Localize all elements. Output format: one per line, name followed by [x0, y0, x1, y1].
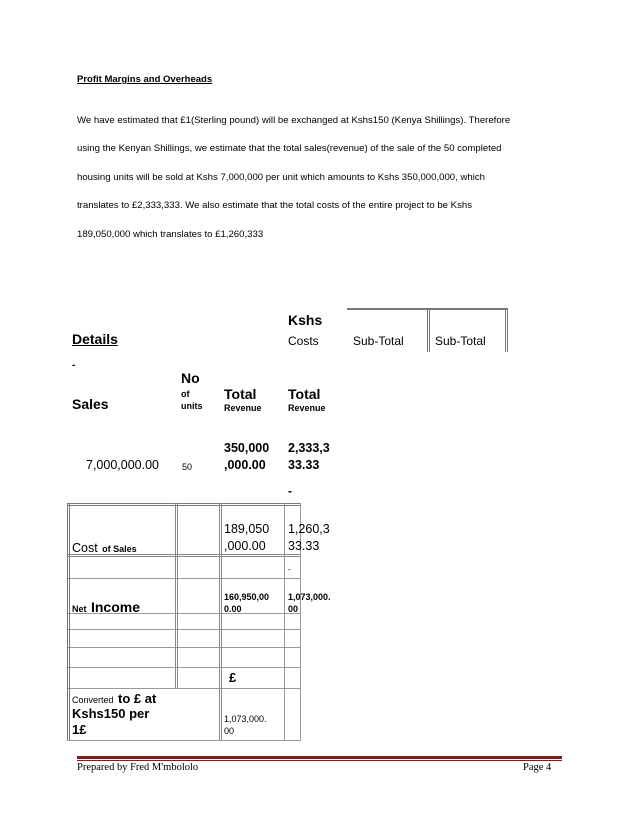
units-label: units — [181, 401, 203, 411]
grid-col-divider — [175, 503, 178, 688]
paragraph-line: housing units will be sold at Kshs 7,000,000 per unit which amounts to Kshs 350,000,000, which — [77, 172, 485, 183]
grid-row-divider — [67, 647, 301, 648]
footer-rule — [77, 756, 562, 759]
kshs-header: Kshs — [288, 312, 323, 328]
paragraph-line: using the Kenyan Shillings, we estimate that the total sales(revenue) of the sale of the 50 completed — [77, 143, 502, 154]
total-revenue-ksh-line1: 350,000 — [224, 441, 270, 455]
sales-label: Sales — [72, 396, 109, 412]
cost-gbp-line2: 33.33 — [288, 539, 320, 553]
net-ksh-line2: 0.00 — [224, 604, 242, 614]
paragraph-line: We have estimated that £1(Sterling pound) will be exchanged at Kshs150 (Kenya Shillings). Therefore — [77, 115, 511, 126]
grid-left-border — [67, 503, 70, 740]
subtotal-header-1: Sub-Total — [353, 334, 404, 348]
grid-top-border — [67, 503, 301, 506]
converted-value-line1: 1,073,000. — [224, 714, 267, 724]
total-revenue-gbp-line2: 33.33 — [288, 458, 320, 472]
net-gbp-line2: 00 — [288, 604, 299, 614]
total-revenue-gbp-header: Total — [288, 386, 321, 402]
grid-row-divider — [67, 667, 301, 668]
revenue-label-gbp: Revenue — [288, 403, 326, 413]
grid-bottom-border — [67, 740, 301, 741]
header-right-border — [505, 308, 508, 352]
dash-marker: - — [288, 565, 291, 574]
net-label-suffix: Income — [90, 599, 140, 615]
net-ksh-line1: 160,950,00 — [224, 592, 270, 602]
converted-label-line2: Kshs150 per — [72, 706, 150, 721]
cost-ksh-line2: ,000.00 — [224, 539, 266, 553]
cost-gbp-line1: 1,260,3 — [288, 522, 330, 536]
pound-symbol: £ — [229, 670, 237, 685]
revenue-label-ksh: Revenue — [224, 403, 262, 413]
grid-row-divider — [67, 578, 301, 579]
costs-header: Costs — [288, 334, 319, 348]
net-income-label — [72, 599, 140, 617]
of-label: of — [181, 389, 190, 399]
converted-word: Converted — [72, 695, 114, 705]
converted-label-line3: 1£ — [72, 722, 87, 737]
header-divider — [427, 308, 430, 352]
unit-price-value: 7,000,000.00 — [86, 458, 159, 472]
converted-value-line2: 00 — [224, 726, 235, 736]
quantity-value: 50 — [182, 462, 193, 472]
cost-label-word: Cost — [72, 541, 98, 555]
grid-col-divider — [219, 503, 222, 740]
total-revenue-ksh-line2: ,000.00 — [224, 458, 266, 472]
footer-rule-thin — [77, 760, 562, 761]
grid-col-divider — [284, 503, 285, 740]
grid-row-divider — [67, 688, 301, 689]
footer-page-number: Page 4 — [523, 762, 552, 773]
cost-of-sales-label — [72, 539, 137, 557]
details-header: Details — [72, 331, 118, 347]
footer-author: Prepared by Fred M'mbololo — [77, 762, 199, 773]
paragraph-line: 189,050,000 which translates to £1,260,333 — [77, 229, 264, 240]
total-revenue-gbp-line1: 2,333,3 — [288, 441, 330, 455]
dash-marker: - — [72, 360, 76, 371]
no-label: No — [181, 370, 200, 386]
subtotal-header-2: Sub-Total — [435, 334, 486, 348]
dash-marker: - — [288, 484, 292, 498]
cost-ksh-line1: 189,050 — [224, 522, 270, 536]
grid-row-divider — [67, 629, 301, 630]
net-gbp-line1: 1,073,000. — [288, 592, 331, 602]
net-label-word: Net — [72, 604, 87, 614]
paragraph-line: translates to £2,333,333. We also estimate that the total costs of the entire project to be Kshs — [77, 200, 472, 211]
cost-label-suffix: of Sales — [102, 544, 137, 554]
converted-suffix: to £ at — [117, 691, 157, 706]
total-revenue-ksh-header: Total — [224, 386, 257, 402]
section-heading: Profit Margins and Overheads — [77, 74, 213, 85]
